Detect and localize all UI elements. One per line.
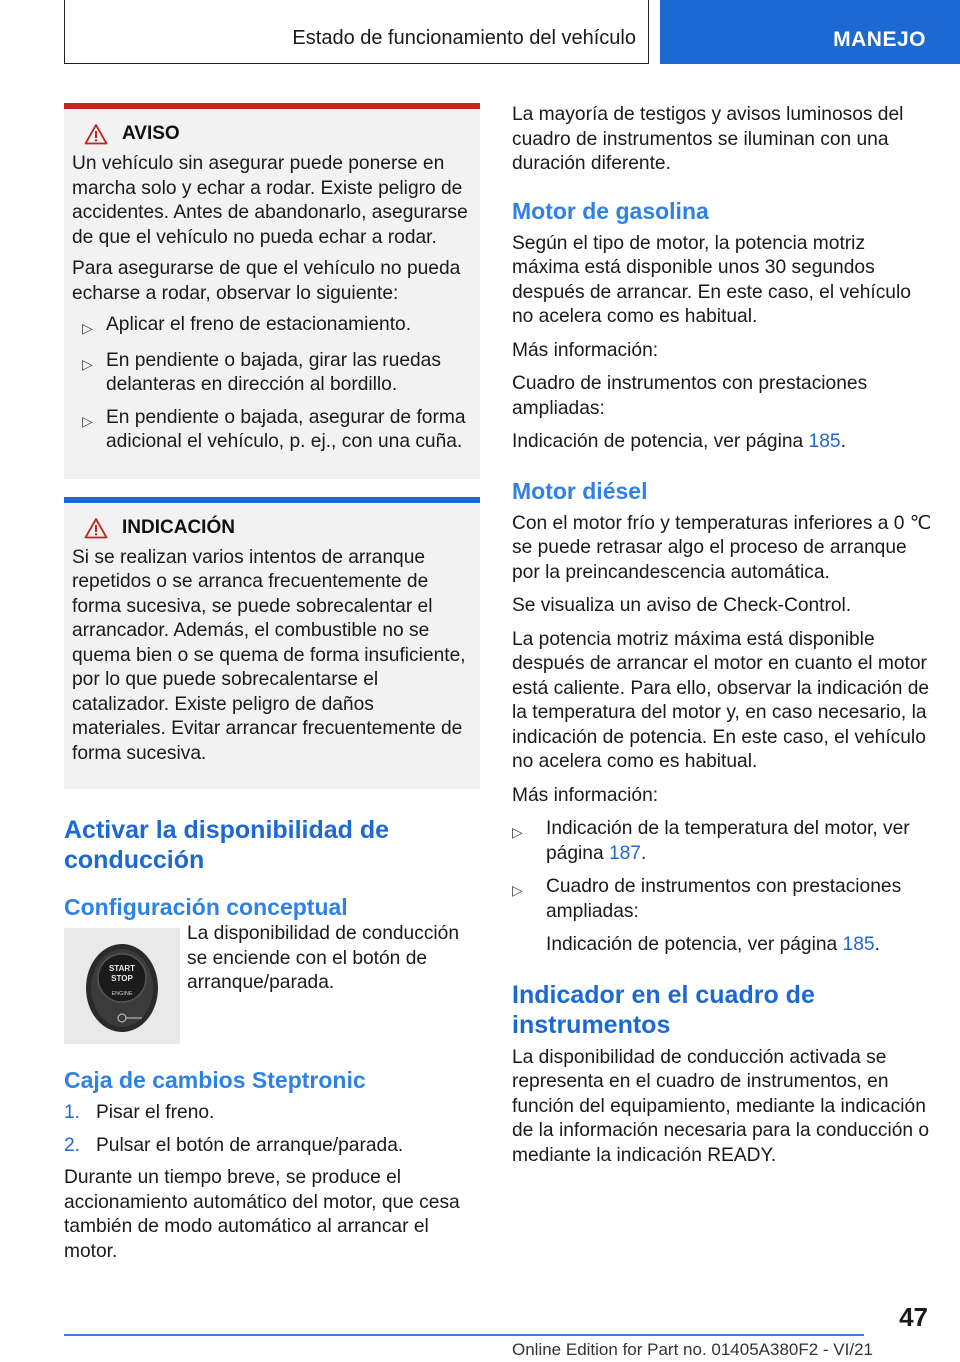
list-item: 2. Pulsar el botón de arranque/parada. [64,1134,404,1156]
warning-box-header [72,123,470,145]
list-item: ▷ En pendiente o bajada, asegurar de forma adicional el vehículo, p. ej., con una cuña. [72,406,470,455]
concept-text: La disponibilidad de conducción se enciende con el botón de arranque/parada. [187,923,460,993]
gasolina-heading: Motor de gasolina [512,197,709,224]
activar-heading: Activar la disponibilidad de conducción [64,816,390,874]
indicador-text: La disponibilidad de conducción activada se representa en el cuadro de instrumentos, en función del equipamiento, mediante la indicación de la información necesaria para la conducción o mediante la indicación READY. [512,1046,930,1166]
page-link-185[interactable]: 185 [842,934,875,955]
warning-box [64,103,480,479]
intro-paragraph: La mayoría de testigos y avisos luminosos del cuadro de instrumentos se iluminan con una duración diferente. [512,104,904,174]
page-link-187[interactable]: 187 [608,842,641,864]
diesel-p1: Con el motor frío y temperaturas inferiores a 0 ℃ se puede retrasar algo el proceso de arranque por la preincandescencia automática. [512,512,932,583]
triangle-bullet-icon: ▷ [82,320,93,336]
indicador-heading: Indicador en el cuadro de instrumentos [512,980,815,1039]
svg-text:STOP: STOP [111,974,133,983]
gasolina-more-info: Más información: [512,339,659,361]
chapter-title-box [64,0,649,64]
diesel-bullet-list [512,817,932,958]
diesel-p2: Se visualiza un aviso de Check-Control. [512,595,852,616]
right-column [512,103,932,1177]
gasolina-ref-title: Cuadro de instrumentos con prestaciones ampliadas: [512,373,868,419]
steps-note: Durante un tiempo breve, se produce el accionamiento automático del motor, que cesa también de modo automático al arrancar el motor. [64,1167,460,1262]
warning-triangle-icon [84,517,108,539]
footer-divider [64,1334,864,1336]
note-box [64,497,480,790]
list-item: ▷ Aplicar el freno de estacionamiento. [72,313,470,341]
page-header [0,0,960,66]
section-tab [660,0,960,64]
triangle-bullet-icon: ▷ [82,355,93,372]
concept-section [64,923,480,1044]
section-label: MANEJO [833,28,926,51]
triangle-bullet-icon: ▷ [512,882,523,898]
triangle-bullet-icon: ▷ [82,412,93,429]
steptronic-heading: Caja de cambios Steptronic [64,1067,366,1093]
svg-text:START: START [108,964,136,973]
warning-triangle-icon [84,123,108,145]
note-paragraph: Si se realizan varios intentos de arranque repetidos o se arranca frecuentemente de forma sucesiva, se puede sobrecalentar el arrancador. Además, el combustible no se quema bien o se quema de forma insuficiente, por lo que puede sobrecalentarse el catalizador. Existe peligro de daños materiales. Evitar arrancar frecuentemente de forma sucesiva. [72,546,466,764]
edition-text: Online Edition for Part no. 01405A380F2 - VI/21 [512,1340,874,1359]
start-stop-button-icon [64,928,180,1044]
warning-bullet-list [72,313,470,455]
list-item: ▷ En pendiente o bajada, girar las ruedas delanteras en dirección al bordillo. [72,349,470,398]
diesel-heading: Motor diésel [512,477,648,504]
start-stop-button-image [64,928,180,1044]
left-column [64,103,480,1273]
list-item: ▷ Indicación de la temperatura del motor, ver página 187. [512,817,932,866]
note-label: INDICACIÓN [122,516,235,538]
list-item: 1. Pisar el freno. [64,1102,215,1123]
steps-list [64,1101,480,1158]
list-item: ▷ Cuadro de instrumentos con prestaciones ampliadas: Indicación de potencia, ver página 185. [512,875,932,958]
concept-heading: Configuración conceptual [64,894,348,920]
gasolina-text: Según el tipo de motor, la potencia motriz máxima está disponible unos 30 segundos después de arrancar. En este caso, el vehículo no acelera como es habitual. [512,232,911,327]
diesel-more-info: Más información: [512,784,659,806]
warning-label: AVISO [122,123,180,144]
warning-paragraph: Para asegurarse de que el vehículo no pueda echarse a rodar, observar lo siguiente: [72,258,461,304]
diesel-p3: La potencia motriz máxima está disponible después de arrancar el motor en cuanto el motor está caliente. Para ello, observar la indicación de la temperatura del motor y, en caso necesario, la indicación de potencia. En este caso, el vehículo no acelera como es habitual. [512,628,930,772]
gasolina-ref: Indicación de potencia, ver página 185. [512,431,846,452]
svg-text:ENGINE: ENGINE [111,991,133,997]
triangle-bullet-icon: ▷ [512,824,523,840]
warning-paragraph: Un vehículo sin asegurar puede ponerse en marcha solo y echar a rodar. Existe peligro de accidentes. Antes de abandonarlo, asegurarse de que el vehículo no pueda echar a rodar. [72,153,468,248]
page-number: 47 [899,1302,928,1332]
page-link-185[interactable]: 185 [808,431,841,452]
chapter-title: Estado de funcionamiento del vehículo [292,27,636,49]
note-box-header [72,517,470,539]
